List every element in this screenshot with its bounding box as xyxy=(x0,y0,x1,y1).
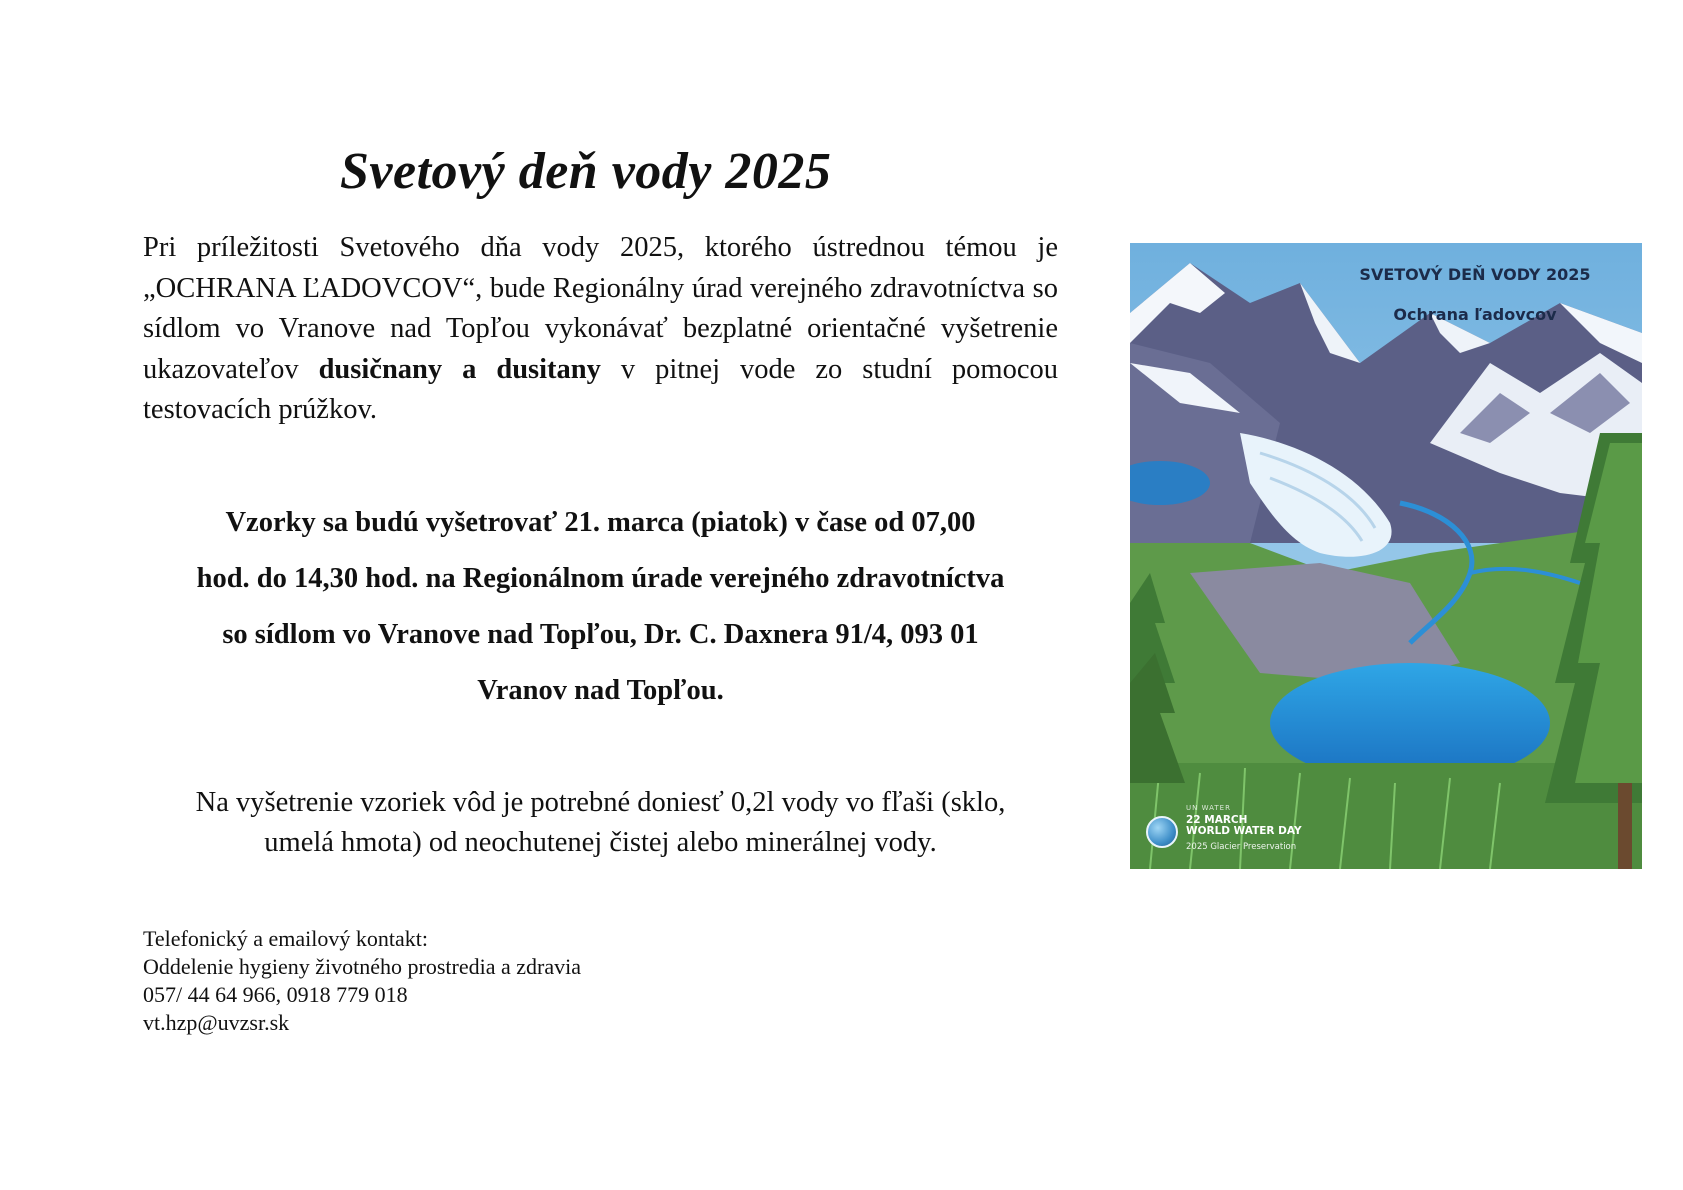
contact-block xyxy=(143,925,581,1037)
badge-date: 22 MARCH xyxy=(1186,814,1248,826)
sample-instructions-line: umelá hmota) od neochutenej čistej alebo minerálnej vody. xyxy=(264,827,937,858)
schedule-paragraph xyxy=(143,495,1058,719)
sample-instructions-line: Na vyšetrenie vzoriek vôd je potrebné doniesť 0,2l vody vo fľaši (sklo, xyxy=(195,787,1006,818)
world-water-day-poster xyxy=(1130,243,1642,869)
poster-subtitle: Ochrana ľadovcov xyxy=(1393,305,1557,324)
badge-event: WORLD WATER DAY xyxy=(1186,825,1302,837)
contact-email: vt.hzp@uvzsr.sk xyxy=(143,1010,290,1035)
page-title: Svetový deň vody 2025 xyxy=(340,143,832,200)
badge-theme: 2025 Glacier Preservation xyxy=(1186,842,1297,852)
glacier-landscape-illustration xyxy=(1130,243,1642,869)
world-water-day-badge xyxy=(1146,806,1366,858)
contact-phones: 057/ 44 64 966, 0918 779 018 xyxy=(143,982,408,1007)
globe-icon xyxy=(1146,816,1178,848)
intro-text-part1: Pri príležitosti Svetového dňa vody 2025, ktorého ústrednou témou je „OCHRANA ĽADOVCOV“, bude Regionálny úrad verejného zdravotníctva so sídlom vo Vranove nad Topľou vykonávať bezplatné orientačné vyšetrenie ukazovateľov xyxy=(143,232,1058,385)
schedule-line: Vzorky sa budú vyšetrovať 21. marca (piatok) v čase od 07,00 xyxy=(225,507,976,538)
sample-instructions xyxy=(143,783,1058,863)
intro-bold-indicators: dusičnany a dusitany xyxy=(318,353,601,385)
schedule-line: so sídlom vo Vranove nad Topľou, Dr. C. Daxnera 91/4, 093 01 xyxy=(222,619,979,650)
schedule-line: Vranov nad Topľou. xyxy=(477,675,724,706)
intro-text-part2: v pitnej vode zo studní pomocou testovacích prúžkov. xyxy=(143,353,1058,425)
contact-heading: Telefonický a emailový kontakt: xyxy=(143,926,428,951)
badge-org: UN WATER xyxy=(1186,804,1231,812)
intro-paragraph xyxy=(143,228,1058,431)
poster-title: SVETOVÝ DEŇ VODY 2025 xyxy=(1359,265,1591,284)
schedule-line: hod. do 14,30 hod. na Regionálnom úrade verejného zdravotníctva xyxy=(196,563,1005,594)
contact-department: Oddelenie hygieny životného prostredia a zdravia xyxy=(143,954,582,979)
